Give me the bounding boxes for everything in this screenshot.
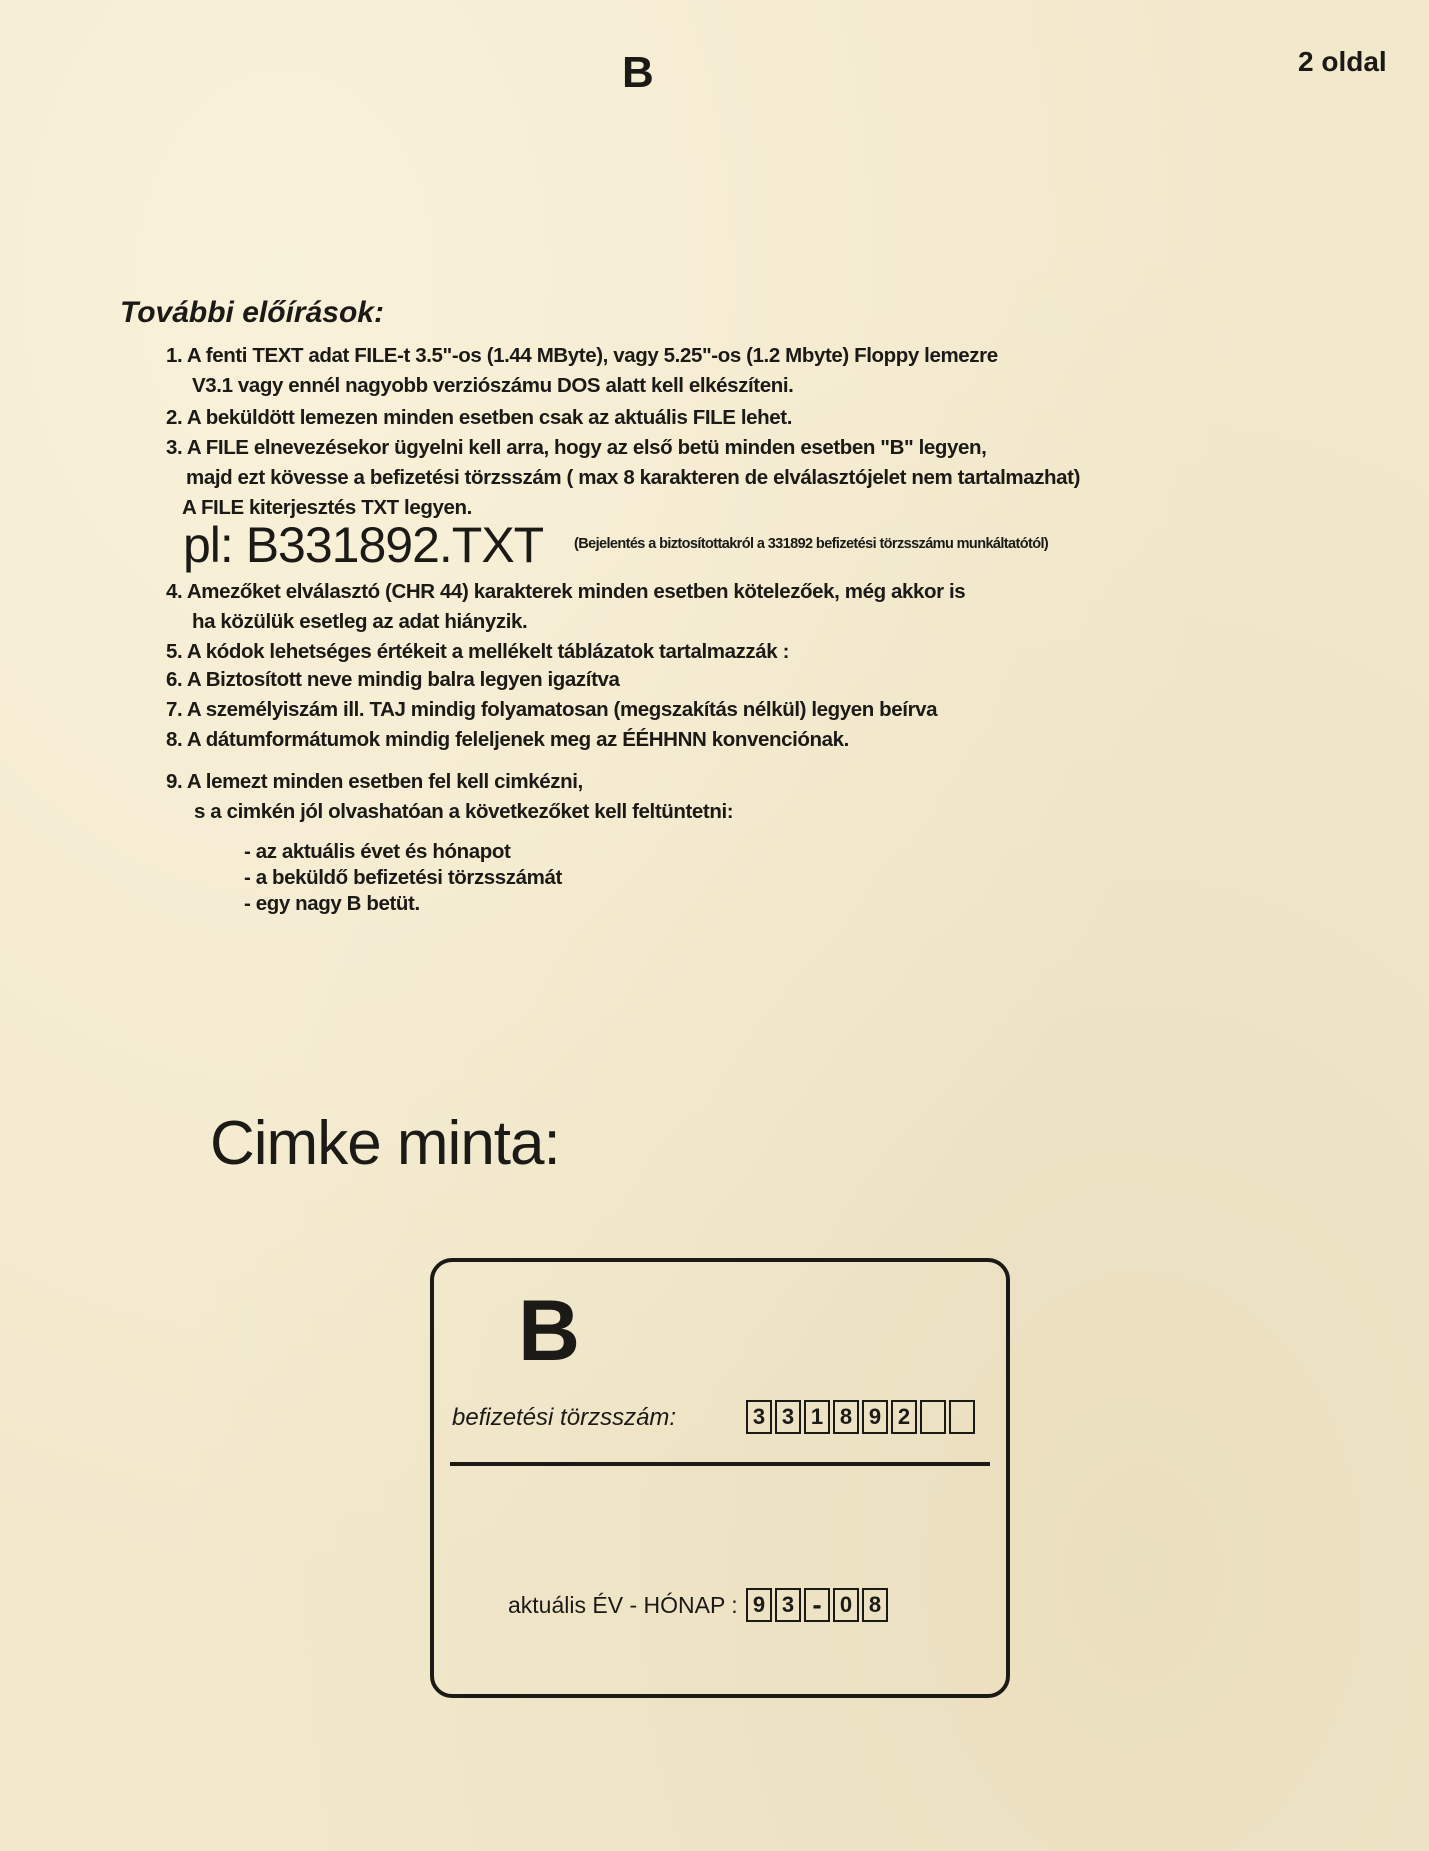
date-separator: -: [804, 1588, 830, 1622]
label-item-3: - egy nagy B betüt.: [244, 892, 420, 915]
tax-digit: 9: [862, 1400, 888, 1434]
tax-digit: 1: [804, 1400, 830, 1434]
example-note: (Bejelentés a biztosítottakról a 331892 befizetési törzsszámu munkáltatótól): [574, 536, 1049, 552]
page-number: 2 oldal: [1298, 46, 1387, 77]
tax-digit: 2: [891, 1400, 917, 1434]
rule-7: 7. A személyiszám ill. TAJ mindig folyamatosan (megszakítás nélkül) legyen beírva: [166, 698, 938, 721]
rule-5: 5. A kódok lehetséges értékeit a mellékelt táblázatok tartalmazzák :: [166, 640, 789, 663]
rule-3-line-2: majd ezt kövesse a befizetési törzsszám ( max 8 karakteren de elválasztójelet nem tartalmazhat): [186, 466, 1081, 489]
label-item-2: - a beküldő befizetési törzsszámát: [244, 866, 562, 889]
date-digits: [746, 1588, 891, 1622]
tax-digit: 3: [746, 1400, 772, 1434]
rule-2: 2. A beküldött lemezen minden esetben csak az aktuális FILE lehet.: [166, 406, 792, 429]
sample-label-box: [430, 1258, 1010, 1698]
date-digit: 3: [775, 1588, 801, 1622]
rule-6: 6. A Biztosított neve mindig balra legyen igazítva: [166, 668, 620, 691]
rule-4-line-2: ha közülük esetleg az adat hiányzik.: [192, 610, 528, 633]
rule-9-line-1: 9. A lemezt minden esetben fel kell cimkézni,: [166, 770, 583, 793]
tax-number-label: befizetési törzsszám:: [452, 1404, 677, 1431]
label-item-1: - az aktuális évet és hónapot: [244, 840, 511, 863]
label-divider: [450, 1462, 990, 1466]
rule-9-line-2: s a cimkén jól olvashatóan a következőket kell feltüntetni:: [194, 800, 734, 823]
sample-title: Cimke minta:: [210, 1109, 560, 1178]
date-digit: 0: [833, 1588, 859, 1622]
rule-1-line-2: V3.1 vagy ennél nagyobb verziószámu DOS alatt kell elkészíteni.: [192, 374, 794, 397]
section-title: További előírások:: [120, 296, 384, 329]
tax-digit: 8: [833, 1400, 859, 1434]
date-digit: 8: [862, 1588, 888, 1622]
date-label: aktuális ÉV - HÓNAP :: [508, 1592, 738, 1618]
example-filename: pl: B331892.TXT: [183, 517, 544, 573]
rule-8: 8. A dátumformátumok mindig feleljenek meg az ÉÉHHNN konvenciónak.: [166, 728, 849, 751]
rule-1-line-1: 1. A fenti TEXT adat FILE-t 3.5"-os (1.44 MByte), vagy 5.25"-os (1.2 Mbyte) Floppy lemezre: [166, 344, 998, 367]
tax-number-digits: [746, 1400, 978, 1434]
tax-digit: 3: [775, 1400, 801, 1434]
tax-digit: [949, 1400, 975, 1434]
label-letter: B: [518, 1283, 581, 1379]
rule-3-line-1: 3. A FILE elnevezésekor ügyelni kell arra, hogy az első betü minden esetben "B" legyen,: [166, 436, 987, 459]
date-digit: 9: [746, 1588, 772, 1622]
rule-3-line-3: A FILE kiterjesztés TXT legyen.: [182, 496, 472, 519]
rule-4-line-1: 4. Amezőket elválasztó (CHR 44) karakterek minden esetben kötelezőek, még akkor is: [166, 580, 966, 603]
header-letter: B: [622, 48, 654, 97]
tax-digit: [920, 1400, 946, 1434]
